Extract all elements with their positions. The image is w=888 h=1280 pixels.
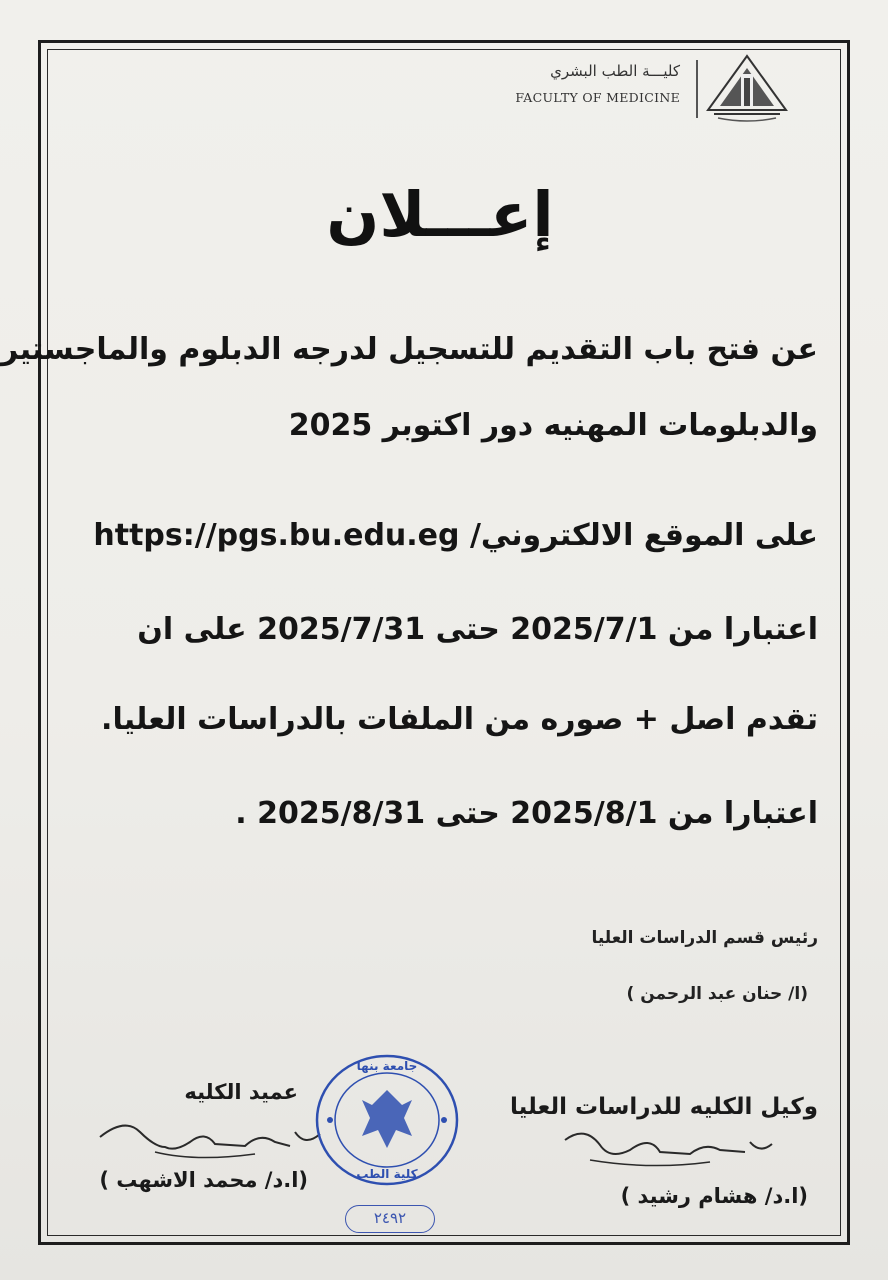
body-line-3-website: على الموقع الالكتروني/ https://pgs.bu.edu.eg xyxy=(93,518,818,553)
header-separator xyxy=(696,60,698,118)
vice-dean-signature-icon xyxy=(560,1120,780,1175)
official-seal-stamp xyxy=(312,1050,462,1190)
faculty-name-arabic: كليـــة الطب البشري xyxy=(550,62,680,80)
dept-head-title: رئيس قسم الدراسات العليا xyxy=(591,928,818,948)
handwritten-serial-number: ٢٤٩٢ xyxy=(345,1205,435,1233)
body-line-1: عن فتح باب التقديم للتسجيل لدرجه الدبلوم والماجستير xyxy=(1,332,818,367)
faculty-name-english: FACULTY OF MEDICINE xyxy=(515,90,680,105)
body-line-4-dates: اعتبارا من 2025/7/1 حتى 2025/7/31 على ان xyxy=(137,612,818,647)
vice-dean-name: (ا.د/ هشام رشيد ) xyxy=(620,1184,808,1208)
dean-signature-icon xyxy=(95,1112,335,1172)
body-line-2: والدبلومات المهنيه دور اكتوبر 2025 xyxy=(288,408,818,443)
dept-head-name: (ا/ حنان عبد الرحمن ) xyxy=(626,984,808,1004)
body-line-5: تقدم اصل + صوره من الملفات بالدراسات العليا. xyxy=(101,702,818,737)
vice-dean-title: وكيل الكليه للدراسات العليا xyxy=(510,1094,818,1120)
dean-name: (ا.د/ محمد الاشهب ) xyxy=(99,1168,308,1192)
announcement-title: إعـــلان xyxy=(326,178,554,251)
body-line-6-dates: اعتبارا من 2025/8/1 حتى 2025/8/31 . xyxy=(235,796,818,831)
stamp-bottom-text: كلية الطب xyxy=(356,1167,418,1181)
benha-university-logo-icon xyxy=(704,52,790,122)
dean-title: عميد الكليه xyxy=(184,1080,298,1104)
stamp-top-text: جامعة بنها xyxy=(356,1059,418,1073)
